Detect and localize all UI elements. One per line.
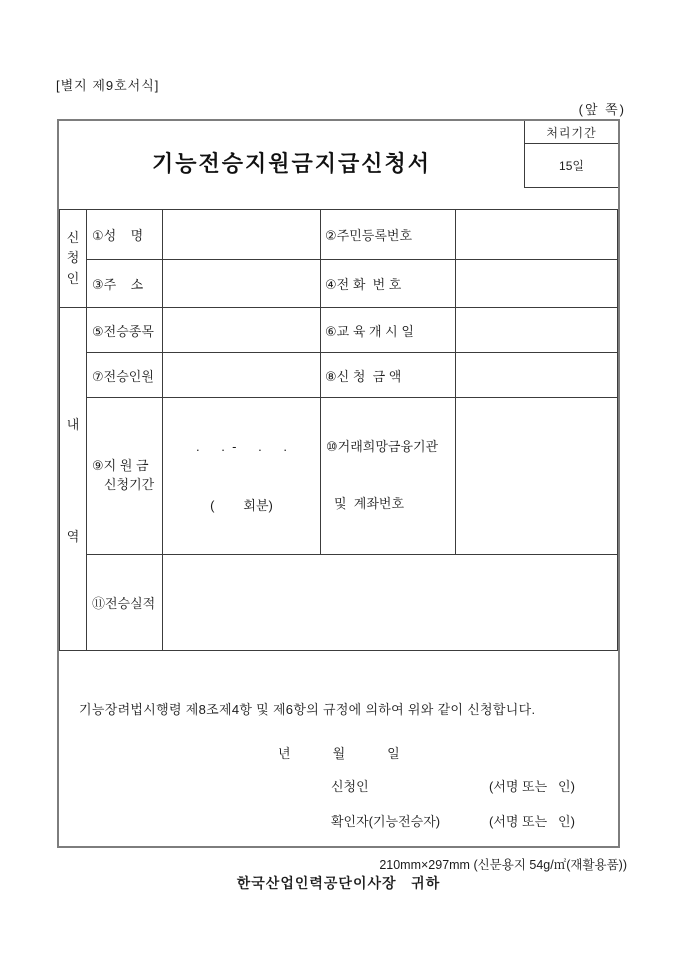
address-field-label: ③주 소 (87, 260, 163, 308)
group-applicant-cell (60, 210, 87, 308)
name-field-label: ①성 명 (87, 210, 163, 260)
row-performance (60, 555, 618, 651)
title-section (59, 121, 618, 209)
date-year-label: 년 (278, 746, 291, 761)
front-side-note: (앞 쪽) (578, 102, 626, 117)
period-value-line1: . . - . . (195, 439, 287, 454)
address-value-cell (163, 260, 321, 308)
processing-period-value: 15일 (559, 159, 584, 173)
date-day-label: 일 (387, 746, 400, 761)
confirmer-signature-suffix: (서명 또는 인) (489, 814, 575, 829)
group-details-label-2: 역 (66, 528, 80, 544)
resident-no-field-label: ②주민등록번호 (321, 210, 456, 260)
performance-field-label: ⑪전승실적 (87, 555, 163, 651)
applicant-signature-label: 신청인 (331, 779, 369, 794)
form-reference: [별지 제9호서식] (56, 78, 160, 93)
edu-start-value-cell (456, 308, 618, 353)
date-line (278, 743, 400, 762)
period-field-label-line2: 신청기간 (104, 477, 155, 492)
processing-period-box (524, 121, 618, 188)
name-value-cell (163, 210, 321, 260)
applicant-signature-suffix: (서명 또는 인) (489, 779, 575, 794)
performance-value-cell (163, 555, 618, 651)
group-applicant-label: 신청인 (66, 230, 80, 286)
phone-field-label: ④전 화 번 호 (321, 260, 456, 308)
group-details-cell (60, 308, 87, 651)
phone-value-cell (456, 260, 618, 308)
period-field-label-line1: ⑨지 원 금 (92, 458, 149, 474)
declaration-statement: 기능장려법시행령 제8조제4항 및 제6항의 규정에 의하여 위와 같이 신청합니다. (79, 702, 536, 717)
paper-spec-note: 210mm×297mm (신문용지 54g/㎡(재활용품)) (379, 858, 627, 872)
recipient-line: 한국산업인력공단이사장 귀하 (236, 875, 441, 891)
row-address-phone (60, 260, 618, 308)
subject-field-label: ⑤전승종목 (87, 308, 163, 353)
date-month-label: 월 (332, 746, 346, 761)
row-period-bank (60, 398, 618, 555)
row-subject-edustart (60, 308, 618, 353)
edu-start-field-label: ⑥교 육 개 시 일 (321, 308, 456, 353)
form-title: 기능전승지원금지급신청서 (151, 151, 432, 176)
confirmer-signature-label: 확인자(기능전승자) (331, 814, 441, 829)
bank-value-cell (456, 398, 618, 555)
trainees-value-cell (163, 353, 321, 398)
trainees-field-label: ⑦전승인원 (87, 353, 163, 398)
period-value-line2: ( 회분) (210, 497, 273, 513)
group-details-label-1: 내 (66, 416, 80, 432)
bank-field-label (321, 398, 456, 555)
row-trainees-amount (60, 353, 618, 398)
processing-period-label: 처리기간 (525, 121, 618, 144)
resident-no-value-cell (456, 210, 618, 260)
amount-value-cell (456, 353, 618, 398)
bank-field-label-line1: ⑩거래희망금융기관 (326, 439, 439, 455)
period-value-cell (163, 398, 321, 555)
period-field-label (87, 398, 163, 555)
subject-value-cell (163, 308, 321, 353)
row-name-residentno (60, 210, 618, 260)
bank-field-label-line2: 및 계좌번호 (334, 495, 405, 511)
amount-field-label: ⑧신 청 금 액 (321, 353, 456, 398)
form-grid (59, 209, 618, 651)
